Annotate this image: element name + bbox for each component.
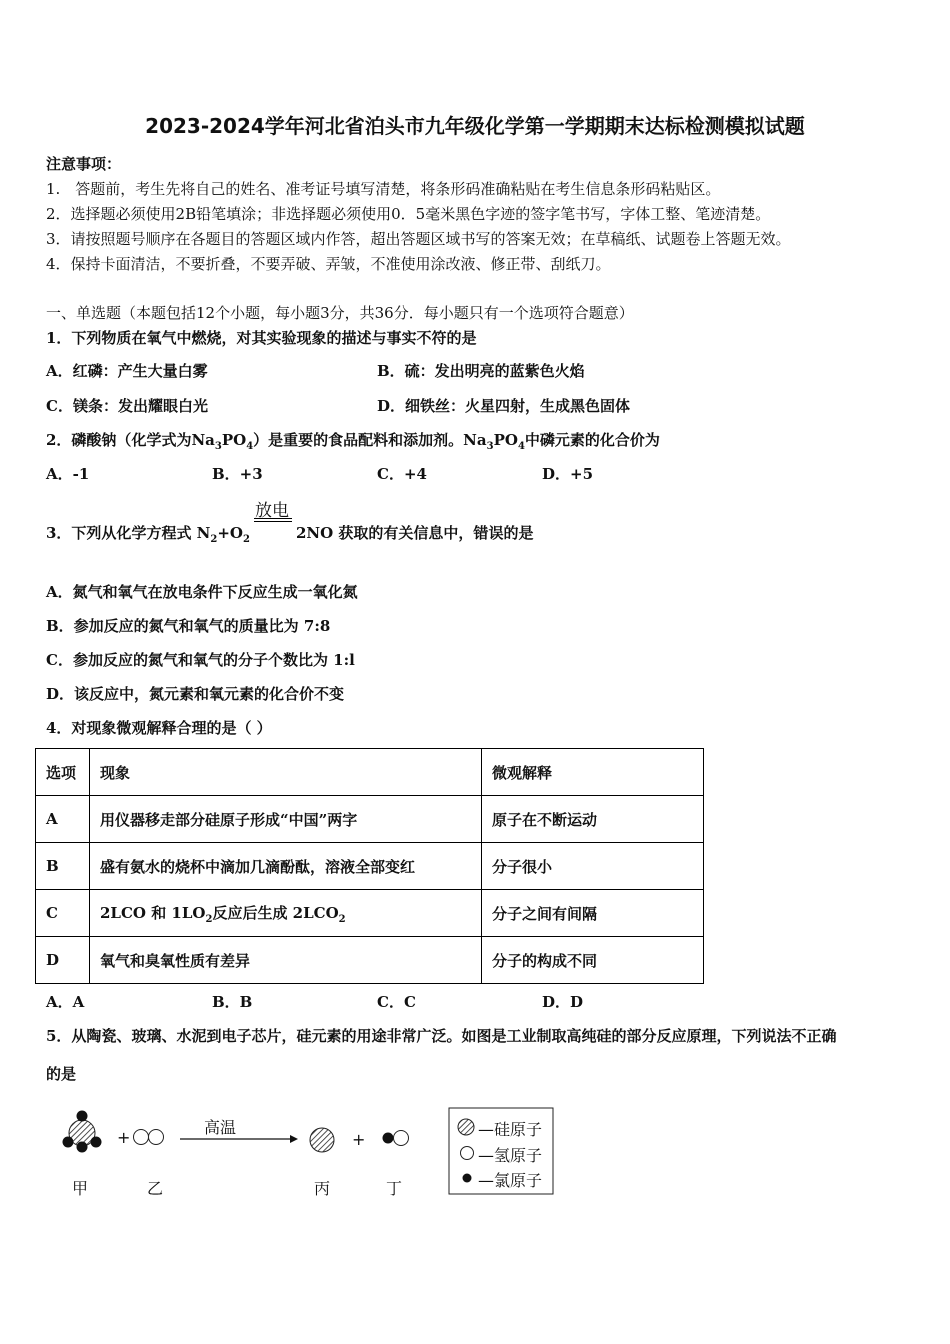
plus-sign: +: [117, 1128, 131, 1147]
row-explanation: 分子的构成不同: [482, 937, 704, 984]
q3-option-a: A．氮气和氧气在放电条件下反应生成一氧化氮: [46, 583, 358, 601]
q4-option-a: A．A: [46, 993, 85, 1011]
q5-stem-continued: 的是: [46, 1065, 77, 1083]
q2-option-d: D．+5: [542, 465, 594, 483]
section-heading: 一、单选题（本题包括12个小题，每小题3分，共36分．每小题只有一个选项符合题意）: [46, 304, 634, 322]
q3-stem-tail: 2NO 获取的有关信息中，错误的是: [296, 524, 534, 542]
q2-option-c: C．+4: [377, 465, 427, 483]
q4-option-d: D．D: [542, 993, 584, 1011]
notice-item: 4．保持卡面清洁，不要折叠，不要弄破、弄皱，不准使用涂改液、修正带、刮纸刀。: [46, 255, 611, 273]
row-phenomenon: 氧气和臭氧性质有差异: [90, 937, 482, 984]
q1-option-d: D．细铁丝：火星四射，生成黑色固体: [377, 397, 631, 415]
table-row: [36, 796, 704, 843]
q3-equation-bar: [254, 518, 292, 519]
header-cell: 选项: [36, 749, 90, 796]
legend-hydrogen: —氢原子: [478, 1146, 543, 1165]
q2-option-b: B．+3: [212, 465, 263, 483]
q1-stem: 1．下列物质在氧气中燃烧，对其实验现象的描述与事实不符的是: [46, 329, 477, 347]
page-title: 2023-2024学年河北省泊头市九年级化学第一学期期末达标检测模拟试题: [145, 114, 805, 138]
q3-reaction-condition: 放电: [255, 501, 289, 521]
legend-chlorine: —氯原子: [478, 1171, 543, 1190]
q4-stem: 4．对现象微观解释合理的是（ ）: [46, 719, 272, 737]
molecule-ding-icon: [383, 1131, 409, 1146]
chlorine-atom-icon: [463, 1174, 472, 1183]
label-yi: 乙: [147, 1179, 164, 1198]
q4-option-c: C．C: [377, 993, 416, 1011]
q1-option-c: C．镁条：发出耀眼白光: [46, 397, 208, 415]
notice-heading: 注意事项：: [46, 155, 122, 173]
label-bing: 丙: [314, 1179, 331, 1198]
row-phenomenon: 用仪器移走部分硅原子形成“中国”两字: [90, 796, 482, 843]
q2-stem: 2．磷酸钠（化学式为$Na_3PO_4$）是重要的食品配料和添加剂。$Na_3PO_4$中磷元素的化合价为: [46, 431, 660, 452]
table-row: [36, 843, 704, 890]
q4-table: [35, 748, 704, 984]
q1-option-a: A．红磷：产生大量白雾: [46, 362, 208, 380]
label-ding: 丁: [386, 1179, 403, 1198]
q3-option-d: D．该反应中，氮元素和氧元素的化合价不变: [46, 685, 345, 703]
row-phenomenon: 盛有氨水的烧杯中滴加几滴酚酞，溶液全部变红: [90, 843, 482, 890]
label-jia: 甲: [72, 1179, 89, 1198]
molecule-jia-icon: [63, 1111, 102, 1153]
row-explanation: 原子在不断运动: [482, 796, 704, 843]
notice-item: 1. 答题前，考生先将自己的姓名、准考证号填写清楚，将条形码准确粘贴在考生信息条形码粘贴区。: [46, 180, 721, 198]
q4-option-b: B．B: [212, 993, 253, 1011]
row-key: A: [36, 796, 90, 843]
row-explanation: 分子之间有间隔: [482, 890, 704, 937]
row-phenomenon: 2LCO 和 $1LO_2$反应后生成 $2LCO_2$: [90, 890, 482, 937]
q3-stem: 3．下列从化学方程式 $N_2+O_2$: [46, 524, 250, 545]
legend-silicon: —硅原子: [478, 1120, 543, 1139]
silicon-atom-icon: [458, 1119, 474, 1135]
arrow-head-icon: [290, 1135, 298, 1143]
row-key: B: [36, 843, 90, 890]
q5-stem: 5．从陶瓷、玻璃、水泥到电子芯片，硅元素的用途非常广泛。如图是工业制取高纯硅的部分反应原理，下列说法不正确: [46, 1027, 837, 1045]
hydrogen-atom-icon: [461, 1147, 474, 1160]
table-header-row: [36, 749, 704, 796]
q2-option-a: A．-1: [46, 465, 90, 483]
row-key: D: [36, 937, 90, 984]
table-row: [36, 937, 704, 984]
q3-option-c: C．参加反应的氮气和氧气的分子个数比为 1:l: [46, 651, 355, 669]
reaction-condition: 高温: [204, 1118, 237, 1137]
header-cell: 现象: [90, 749, 482, 796]
header-cell: 微观解释: [482, 749, 704, 796]
notice-item: 3．请按照题号顺序在各题目的答题区域内作答，超出答题区域书写的答案无效；在草稿纸、试题卷上答题无效。: [46, 230, 791, 248]
row-explanation: 分子很小: [482, 843, 704, 890]
q1-option-b: B．硫：发出明亮的蓝紫色火焰: [377, 362, 585, 380]
plus-sign: +: [352, 1130, 366, 1149]
q3-equation-bar: [254, 521, 292, 522]
row-key: C: [36, 890, 90, 937]
molecule-yi-icon: [134, 1130, 164, 1145]
table-row: [36, 890, 704, 937]
notice-item: 2．选择题必须使用2B铅笔填涂；非选择题必须使用0．5毫米黑色字迹的签字笔书写，字体工整、笔迹清楚。: [46, 205, 771, 223]
q3-option-b: B．参加反应的氮气和氧气的质量比为 7:8: [46, 617, 331, 635]
molecule-bing-icon: [310, 1128, 334, 1152]
